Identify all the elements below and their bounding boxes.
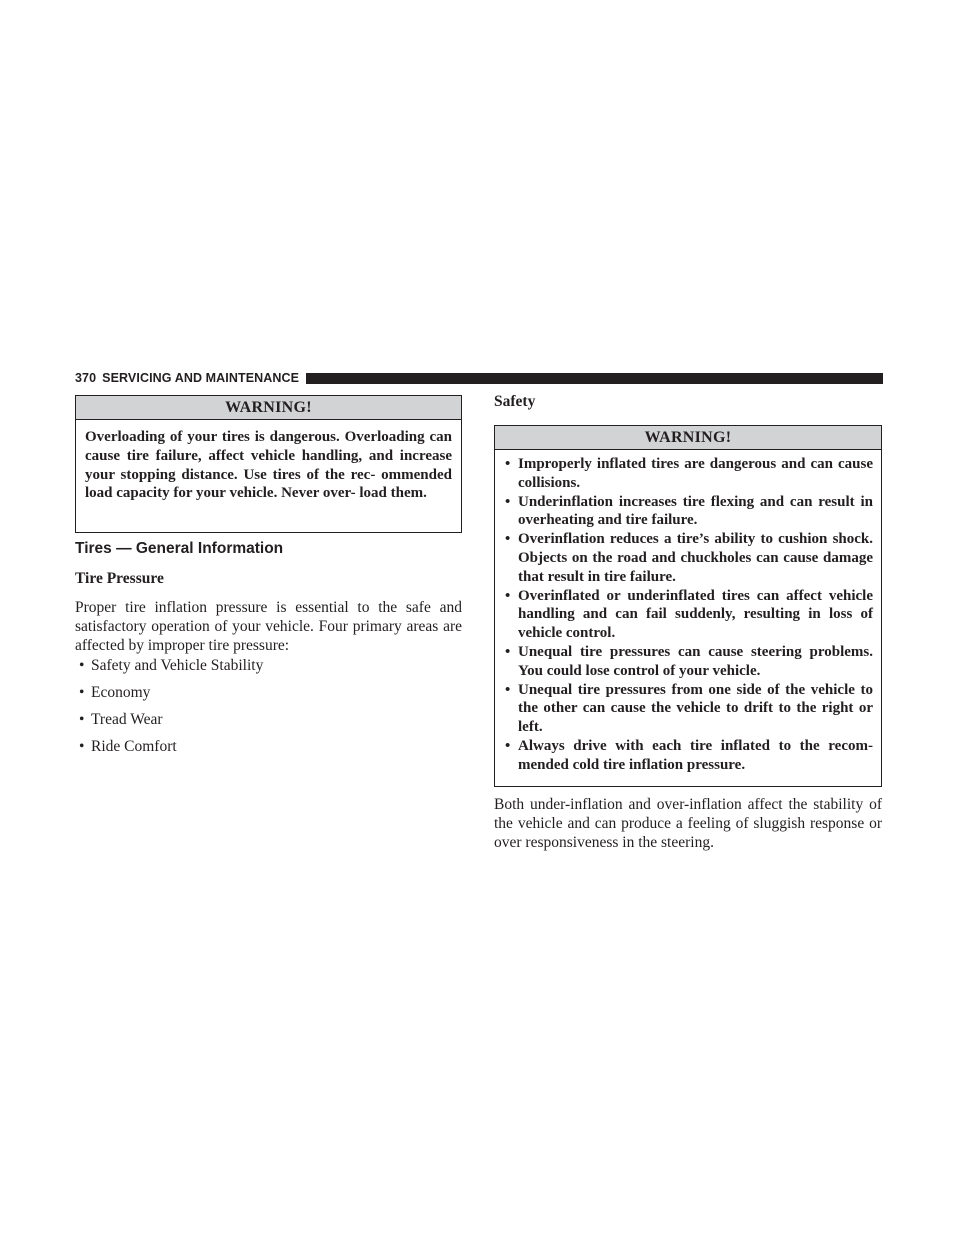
overloading-warning-box: [75, 395, 462, 533]
warning-item-text: Unequal tire pressures from one side of the vehicle to the other can cause the vehicle to drift to the right or left.: [518, 681, 873, 736]
section-title: SERVICING AND MAINTENANCE: [102, 371, 300, 385]
list-item-text: Economy: [91, 684, 151, 701]
list-item-text: Tread Wear: [91, 711, 163, 728]
page-header: [75, 370, 883, 386]
warning-item: [505, 643, 873, 681]
section-heading: Tires — General Information: [75, 540, 284, 557]
intro-paragraph: Proper tire inflation pressure is essential to the safe and satisfactory operation of your vehicle. Four primary areas are affected by improper tire pressure:: [75, 599, 462, 654]
page-number: 370: [75, 371, 97, 385]
warning-item-text: Underinflation increases tire flexing and can result in overheating and tire failure.: [518, 493, 873, 529]
bullet: •: [505, 493, 511, 510]
bullet: •: [505, 587, 511, 604]
bullet: •: [505, 531, 511, 548]
list-item: [79, 684, 150, 702]
bullet: •: [79, 738, 85, 755]
subheading-tire-pressure: Tire Pressure: [75, 570, 164, 587]
bullet: •: [79, 684, 85, 701]
warning-item: [505, 455, 873, 493]
warning-title: WARNING!: [76, 396, 461, 420]
warning-item-text: Always drive with each tire inflated to the recom- mended cold tire inflation pressure.: [518, 737, 873, 773]
warning-item: [505, 737, 873, 775]
warning-item-text: Overinflation reduces a tire’s ability to cushion shock. Objects on the road and chuckholes can cause damage that result in tire failure.: [518, 531, 873, 585]
header-rule: [306, 373, 883, 384]
warning-list: [505, 455, 873, 775]
warning-item: [505, 587, 873, 643]
warning-item: [505, 681, 873, 737]
bullet: •: [505, 456, 511, 472]
list-item: [79, 711, 163, 729]
warning-item-text: Improperly inflated tires are dangerous and can cause collisions.: [518, 456, 873, 491]
bullet: •: [505, 643, 511, 660]
warning-text: Overloading of your tires is dangerous. Overloading can cause tire failure, affect vehicle handling, and increase your stopping distance. Use tires of the rec- ommended load capacity for your vehicle. Never over- load them.: [85, 429, 452, 502]
header-text: [75, 371, 299, 385]
safety-warning-box: [494, 425, 882, 787]
warning-title: WARNING!: [495, 426, 881, 450]
list-item: [79, 657, 263, 675]
bullet: •: [79, 657, 85, 674]
bullet: •: [505, 681, 511, 698]
list-item: [79, 738, 177, 756]
bullet: •: [505, 737, 511, 754]
closing-paragraph: Both under-inflation and over-inflation affect the stability of the vehicle and can produce a feeling of sluggish response or over responsiveness in the steering.: [494, 796, 882, 851]
warning-item: [505, 493, 873, 531]
warning-item: [505, 530, 873, 586]
warning-list-body: [495, 450, 881, 775]
warning-item-text: Overinflated or underinflated tires can affect vehicle handling and can fail suddenly, resulting in loss of vehicle control.: [518, 587, 873, 642]
subheading-safety: Safety: [494, 393, 536, 410]
list-item-text: Ride Comfort: [91, 738, 177, 755]
list-item-text: Safety and Vehicle Stability: [91, 657, 264, 674]
bullet: •: [79, 711, 85, 728]
warning-item-text: Unequal tire pressures can cause steering problems. You could lose control of your vehicle.: [518, 643, 873, 679]
